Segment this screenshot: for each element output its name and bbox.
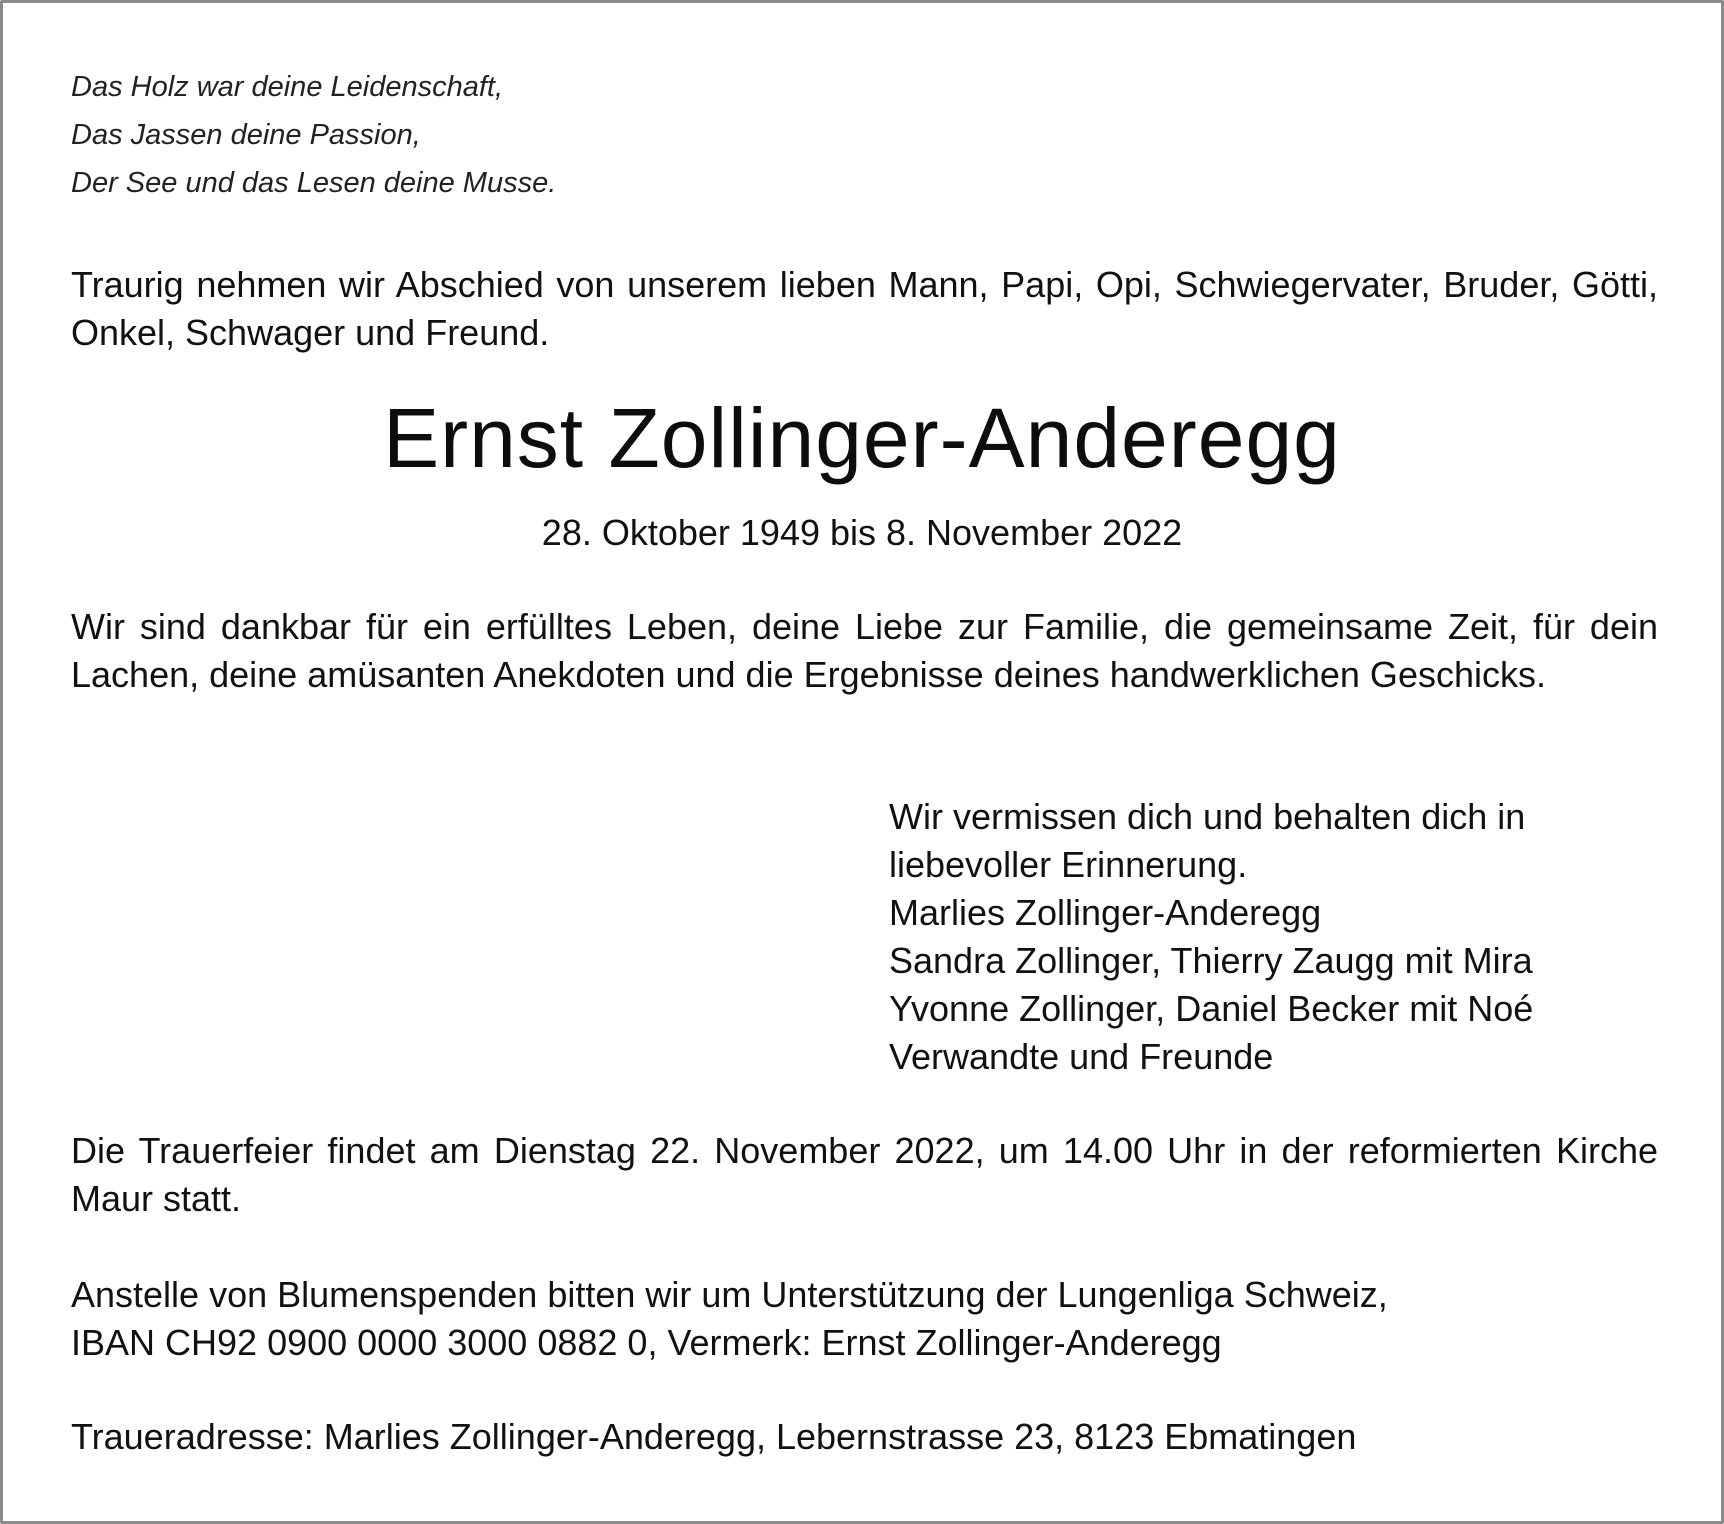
signer: Sandra Zollinger, Thierry Zaugg mit Mira bbox=[889, 940, 1533, 981]
closing-line: liebevoller Erinnerung. bbox=[889, 844, 1248, 885]
signer: Marlies Zollinger-Anderegg bbox=[889, 892, 1322, 933]
signer: Verwandte und Freunde bbox=[889, 1036, 1274, 1077]
poem bbox=[71, 63, 1658, 207]
gratitude-paragraph: Wir sind dankbar für ein erfülltes Leben, deine Liebe zur Familie, die gemeinsame Zeit, für dein Lachen, deine amüsanten Anekdoten und die Ergebnisse deines handwerklichen Geschicks. bbox=[71, 606, 1658, 695]
deceased-name: Ernst Zollinger-Anderegg bbox=[383, 391, 1341, 485]
closing-line: Wir vermissen dich und behalten dich in bbox=[889, 796, 1526, 837]
life-dates: 28. Oktober 1949 bis 8. November 2022 bbox=[541, 512, 1183, 553]
funeral-service-info: Die Trauerfeier findet am Dienstag 22. November 2022, um 14.00 Uhr in der reformierten Kirche Maur statt. bbox=[71, 1130, 1658, 1219]
signer: Yvonne Zollinger, Daniel Becker mit Noé bbox=[889, 988, 1534, 1029]
poem-line: Das Jassen deine Passion, bbox=[71, 119, 421, 151]
poem-line: Das Holz war deine Leidenschaft, bbox=[71, 71, 504, 103]
poem-line: Der See und das Lesen deine Musse. bbox=[71, 167, 557, 199]
donation-iban-line: IBAN CH92 0900 0000 3000 0882 0, Vermerk: Ernst Zollinger-Anderegg bbox=[71, 1322, 1222, 1363]
farewell-intro: Traurig nehmen wir Abschied von unserem lieben Mann, Papi, Opi, Schwiegervater, Bruder, Götti, Onkel, Schwager und Freund. bbox=[71, 264, 1658, 353]
family-signatures bbox=[889, 793, 1679, 1081]
donation-line: Anstelle von Blumenspenden bitten wir um Unterstützung der Lungenliga Schweiz, bbox=[71, 1274, 1388, 1315]
mourning-address bbox=[71, 1413, 1658, 1461]
donation-request bbox=[71, 1271, 1658, 1367]
mourning-address-text: Traueradresse: Marlies Zollinger-Anderegg, Lebernstrasse 23, 8123 Ebmatingen bbox=[71, 1416, 1357, 1457]
